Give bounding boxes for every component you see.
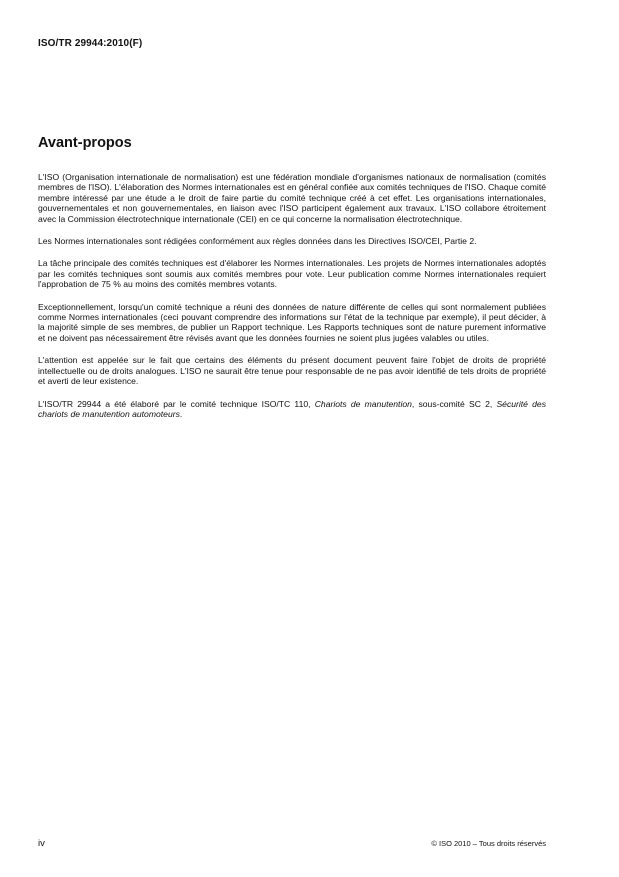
paragraph-technical-reports: Exceptionnellement, lorsqu'un comité technique a réuni des données de nature différente de celles qui sont normalement publiées comme Normes internationales (ceci pouvant comprendre des informations sur l'état de la technique par exemple), il peut décider, à la majorité simple de ses membres, de publier un Rapport technique. Les Rapports techniques sont de nature purement informative et ne doivent pas nécessairement être révisés avant que les données fournies ne soient plus jugées valables ou utiles. [38,301,546,343]
section-title: Avant-propos [38,135,132,151]
copyright-notice: © ISO 2010 – Tous droits réservés [431,839,546,848]
paragraph-technical-committees: La tâche principale des comités techniques est d'élaborer les Normes internationales. Les projets de Normes internationales adoptés par les comités techniques sont soumis aux comités membres pour vote. Leur publication comme Normes internationales requiert l'approbation de 75 % au moins des comités membres votants. [38,258,546,290]
subcommittee-title: Sécurité des chariots de manutention automoteurs [38,398,546,419]
paragraph-directives: Les Normes internationales sont rédigées conformément aux règles données dans les Directives ISO/CEI, Partie 2. [38,236,477,247]
attribution-text-1: L'ISO/TR 29944 a été élaboré par le comité technique ISO/TC 110, [38,398,315,409]
page-number: iv [38,838,45,849]
foreword-body [38,172,546,419]
paragraph-iso-organisation: L'ISO (Organisation internationale de normalisation) est une fédération mondiale d'organismes nationaux de normalisation (comités membres de l'ISO). L'élaboration des Normes internationales est en général confiée aux comités techniques de l'ISO. Chaque comité membre intéressé par une étude a le droit de faire partie du comité technique créé à cet effet. Les organisations internationales, gouvernementales et non gouvernementales, en liaison avec l'ISO participent également aux travaux. L'ISO collabore étroitement avec la Commission électrotechnique internationale (CEI) en ce qui concerne la normalisation électrotechnique. [38,172,546,224]
committee-title: Chariots de manutention [314,398,412,409]
page-footer [38,838,546,852]
paragraph-patent-rights: L'attention est appelée sur le fait que certains des éléments du présent document peuvent faire l'objet de droits de propriété intellectuelle ou de droits analogues. L'ISO ne saurait être tenue pour responsable de ne pas avoir identifié de tels droits de propriété et averti de leur existence. [38,355,546,387]
document-reference: ISO/TR 29944:2010(F) [38,38,143,49]
paragraph-committee-attribution [38,399,546,420]
attribution-text-3: . [179,408,183,419]
attribution-text-2: , sous-comité SC 2, [411,398,497,409]
